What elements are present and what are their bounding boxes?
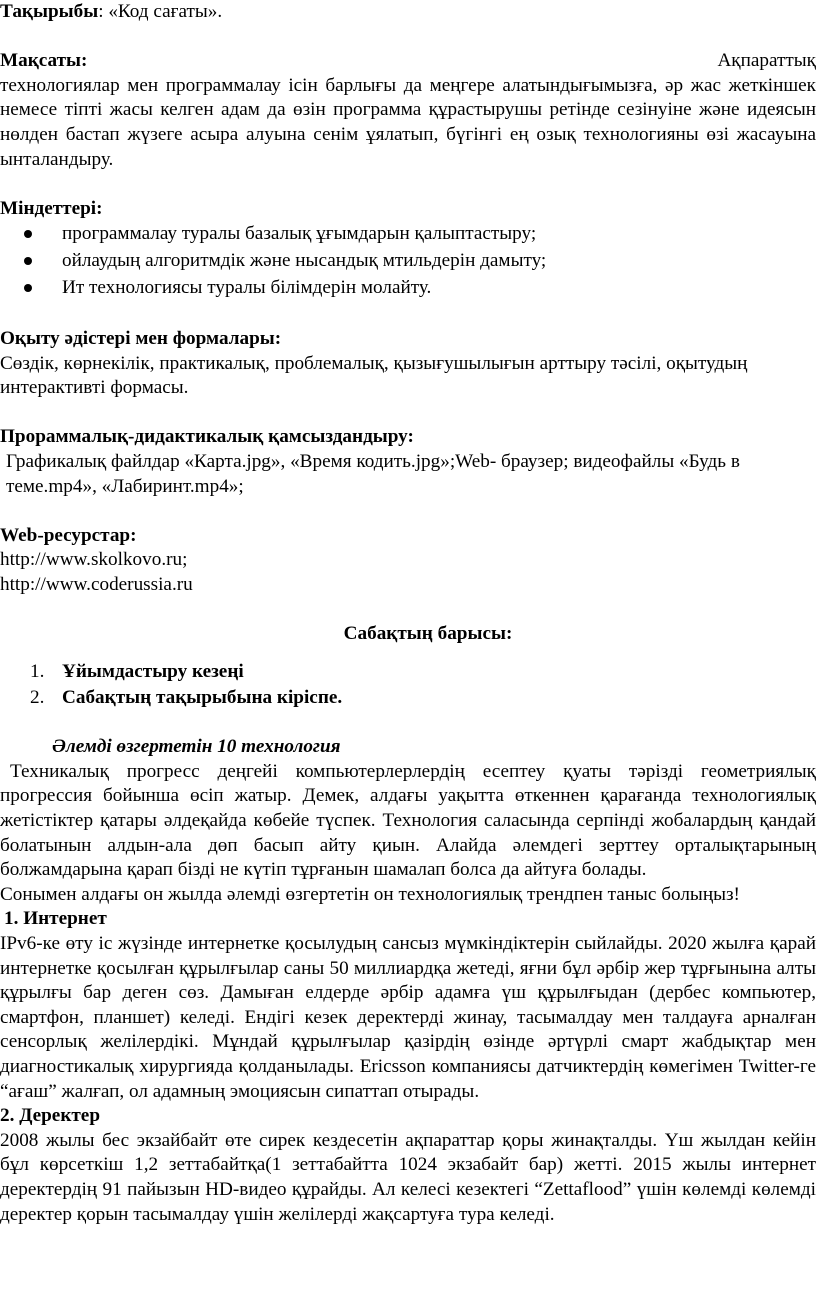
web-resources-label: Web-ресурстар: — [0, 524, 137, 546]
step-text: Ұйымдастыру кезеңі — [62, 660, 244, 682]
section-heading: 1. Интернет — [4, 908, 107, 930]
list-item — [0, 685, 816, 711]
list-item — [0, 221, 816, 247]
bullet-icon — [24, 284, 32, 292]
spacer — [0, 401, 816, 426]
goal-text: технологиялар мен программалау ісін барлығы да меңгере алатындығымызға, әр жас жеткіншек немесе тіпті жасы келген адам да өзін программа құрастырушы ретінде сезінуіне және идеясын нөлден бастап жүзеге асыра алуына сенім ұялатып, бүгінгі ең озық технологияны өзі жасауына ынталандыру. — [0, 74, 816, 170]
tasks-list — [0, 221, 816, 301]
spacer — [0, 302, 816, 327]
spacer — [0, 597, 816, 622]
section-heading: 2. Деректер — [0, 1105, 100, 1127]
section-text: 2008 жылы бес экзайбайт өте сирек кездесетін ақпараттар қоры жинақталды. Үш жылдан кейін бұл көрсеткіш 1,2 зеттабайтқа(1 зеттабайтта 1024 экзабайт бар) жетті. 2015 жылы интернет деректердің 91 пайызын HD-видео құрайды. Ал келесі кезектегі “Zettaflood” үшін көлемді көлемді деректер қорын тасымалдау үшін желілерді жақсартуға тура келеді. — [0, 1129, 816, 1225]
methods-text: Сөздік, көрнекілік, практикалық, проблемалық, қызығушылығын арттыру тәсілі, оқытудың интерактивті формасы. — [0, 352, 748, 399]
task-text: программалау туралы базалық ұғымдарын қалыптастыру; — [62, 223, 537, 245]
step-number: 1. — [30, 660, 45, 682]
spacer — [0, 499, 816, 524]
spacer — [0, 172, 816, 197]
section-text: IPv6-ке өту іс жүзінде интернетке қосылудың сансыз мүмкіндіктерін сыйлайды. 2020 жылға қарай интернетке қосылған құрылғылар саны 50 миллиардқа жетеді, яғни бұл әрбір жер тұрғынына алты құрылғы бар деген сөз. Дамыған елдерде әрбір адамға үш құрылғыдан (дербес компьютер, смартфон, планшет) келеді. Ендігі кезек деректерді жинау, тасымалдау мен талдауға арналған сенсорлық желілердікі. Мұндай құрылғылар қазірдің өзінде әртүрлі смарт жабдықтар мен диагностикалық хирургияда қолданылады. Ericsson компаниясы датчиктердің көмегімен Twitter-ге “ағаш” жалғап, ол адамның эмоциясын сипаттап отырады. — [0, 933, 816, 1102]
tasks-label: Міндеттері: — [0, 197, 103, 219]
support-label: Прораммалық-дидактикалық қамсыздандыру: — [0, 426, 414, 448]
article-intro: Техникалық прогресс деңгейі компьютерлерлердің есептеу қуаты тәрізді геометриялық прогрессия бойынша өсіп жатыр. Демек, алдағы уақытта өткеннен қарағанда технологиялық жетістіктер қатары әлдеқайда көбейе түспек. Технология саласында серпінді жобалардың қандай болатынын алдын-ала дөп басып айту қиын. Алайда әлемдегі зерттеу орталықтарының болжамдарына қарап бізді не күтіп тұрғанын шамалап болса да айтуға болады. — [0, 760, 816, 881]
goal-first-word: Ақпараттық — [717, 50, 816, 72]
lesson-steps — [0, 659, 816, 711]
topic-line — [0, 0, 816, 25]
article-lead: Сонымен алдағы он жылда әлемді өзгертетін он технологиялық трендпен таныс болыңыз! — [0, 883, 740, 905]
web-resource-link[interactable]: http://www.skolkovo.ru; — [0, 549, 188, 571]
list-item — [0, 659, 816, 685]
task-text: Ит технологиясы туралы білімдерін молайту. — [62, 277, 432, 299]
step-text: Сабақтың тақырыбына кіріспе. — [62, 686, 343, 708]
topic-value: : «Код сағаты». — [98, 1, 223, 22]
bullet-icon — [24, 230, 32, 238]
spacer — [0, 25, 816, 50]
task-text: ойлаудың алгоритмдік және нысандық мтильдерін дамыту; — [62, 250, 547, 272]
spacer — [0, 711, 816, 736]
article-title: Әлемді өзгертетін 10 технология — [52, 736, 341, 758]
list-item — [0, 248, 816, 274]
list-item — [0, 275, 816, 301]
bullet-icon — [24, 257, 32, 265]
lesson-title: Сабақтың барысы: — [343, 623, 513, 645]
step-number: 2. — [30, 686, 45, 708]
web-resource-link[interactable]: http://www.coderussia.ru — [0, 573, 193, 595]
goal-label: Мақсаты: — [0, 50, 88, 72]
support-text: Графикалық файлдар «Карта.jpg», «Время кодить.jpg»;Web- браузер; видеофайлы «Будь в теме.mp4», «Лабиринт.mp4»; — [6, 450, 740, 497]
spacer — [0, 647, 816, 659]
topic-label: Тақырыбы — [0, 1, 99, 22]
methods-label: Оқыту әдістері мен формалары: — [0, 327, 282, 349]
goal-header-line — [0, 49, 816, 74]
